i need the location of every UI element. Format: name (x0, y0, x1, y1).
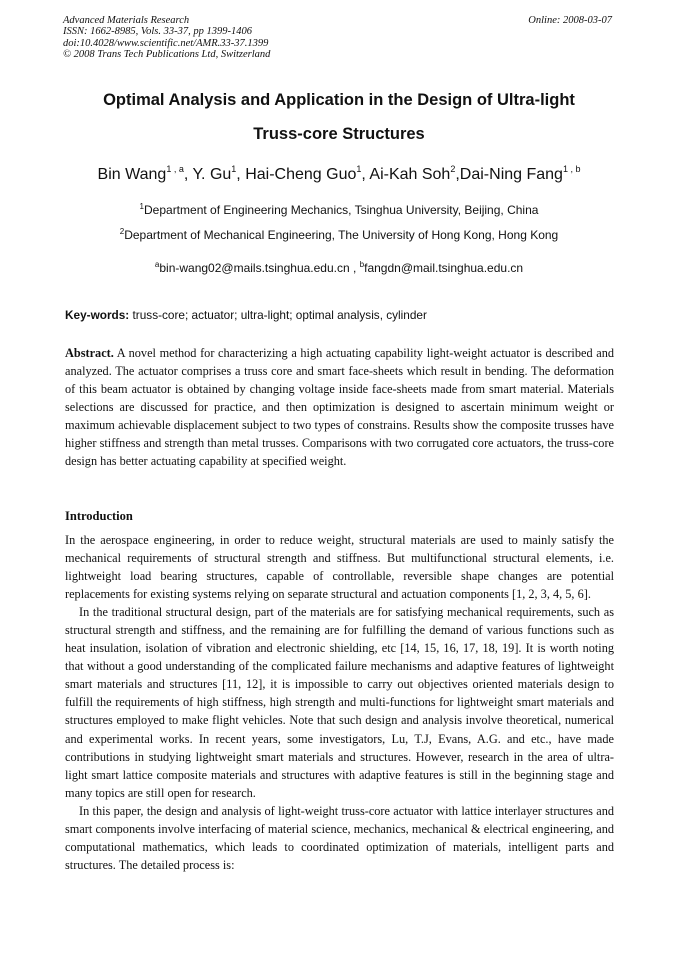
intro-paragraph-3: In this paper, the design and analysis of light-weight truss-core actuator with lattice interlayer structures and smart components involve interfacing of material science, mechanics, mechanical & electrical engineering, and computational mathematics, which leads to coordinated optimization of materials, intelligent parts and structures. The detailed process is: (65, 803, 614, 872)
author: Bin Wang$^{1 , a}$, (97, 164, 193, 183)
email-b[interactable]: fangdn@mail.tsinghua.edu.cn (364, 261, 524, 275)
introduction-body (65, 531, 614, 874)
keywords-text: truss-core; actuator; ultra-light; optimal analysis, cylinder (132, 308, 427, 322)
abstract-text: A novel method for characterizing a high actuating capability light-weight actuator is described and analyzed. The actuator comprises a truss core and smart face-sheets which result in bending. The deformation of this beam actuator is obtained by changing voltage inside face-sheets made from smart material. Materials selections are discussed for practice, and then optimization is designed to ascertain minimum weight or maximum achievable displacement subject to two types of constrains. Results show the composite trusses have higher stiffness and strength than metal trusses. Comparisons with two corrugated core actuators, the truss-core design has better actuating capability at specified weight. (65, 346, 614, 469)
author-list (20, 166, 658, 184)
affiliation-1: $^1$Department of Engineering Mechanics, Tsinghua University, Beijing, China (139, 202, 539, 217)
introduction-heading: Introduction (65, 509, 133, 523)
copyright-line: © 2008 Trans Tech Publications Ltd, Switzerland (63, 49, 271, 61)
email-a[interactable]: bin-wang02@mails.tsinghua.edu.cn (159, 261, 350, 275)
online-date: Online: 2008-03-07 (528, 15, 612, 26)
journal-header (63, 15, 270, 61)
abstract-label: Abstract. (65, 346, 114, 360)
affiliation-2: $^2$Department of Mechanical Engineering, The University of Hong Kong, Hong Kong (119, 227, 559, 242)
journal-name: Advanced Materials Research (63, 15, 190, 26)
intro-paragraph-2: In the traditional structural design, part of the materials are for satisfying mechanical requirements, such as structural strength and stiffness, and the remaining are for fulfilling the demand of various functions such as heat insulation, isolation of vibration and electronic shielding, etc [14, 15, 16, 17, 18, 19]. It is worth noting that without a good understanding of the complicated failure mechanisms and adaptive features of lightweight smart materials and structures [11, 12], it is impossible to carry out objectives oriented materials design to fulfill the requirements of high stiffness, high strength and multi-functions for lightweight smart materials and structures employed to make flight vehicles. Note that such design and analysis involve theoretical, numerical and experimental works. In recent years, some investigators, Lu, T.J, Evans, A.G. and etc., have made contributions in studying lightweight smart materials and structures. However, research in the area of ultra-light smart lattice composite materials and structures with adaptive features is still in the beginning stage and many topics are still open for research. (65, 605, 614, 800)
author: Y. Gu$^1$, (192, 164, 246, 183)
keywords-label: Key-words: (65, 308, 130, 322)
abstract (65, 344, 614, 470)
paper-title-line-2: Truss-core Structures (253, 125, 425, 143)
intro-paragraph-1: In the aerospace engineering, in order to reduce weight, structural materials are used to mainly satisfy the mechanical requirements of structural strength and stiffness. But multifunctional structural elements, i.e. lightweight load bearing structures, capable of controllable, reversible shape changes are potential replacements for existing systems relying on separate structural and actuation components [1, 2, 3, 4, 5, 6]. (65, 533, 614, 602)
email-line: $^a$bin-wang02@mails.tsinghua.edu.cn , $^b$fangdn@mail.tsinghua.edu.cn (154, 260, 524, 275)
author: Ai-Kah Soh$^2$, (369, 164, 460, 183)
doi-line: doi:10.4028/www.scientific.net/AMR.33-37.1399 (63, 37, 269, 49)
issn-line: ISSN: 1662-8985, Vols. 33-37, pp 1399-1406 (63, 26, 252, 38)
author: Hai-Cheng Guo$^1$, (245, 164, 370, 183)
keywords (65, 308, 615, 322)
author: Dai-Ning Fang$^{1 , b}$ (459, 164, 581, 183)
paper-title-line-1: Optimal Analysis and Application in the Design of Ultra-light (103, 91, 575, 109)
